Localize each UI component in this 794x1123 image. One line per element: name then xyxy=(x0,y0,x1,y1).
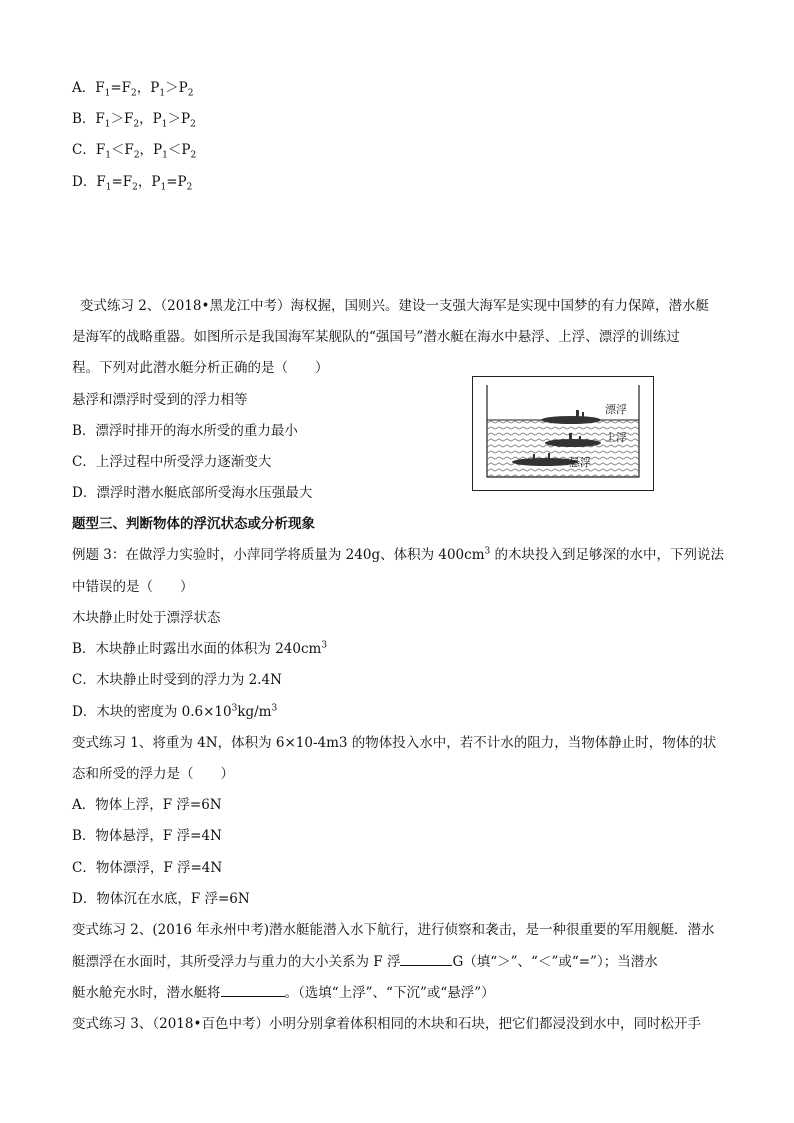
sup: 3 xyxy=(271,703,278,714)
text: G（填“＞”、“＜”或“=”）；当潜水 xyxy=(452,954,658,970)
ex1-line2: 态和所受的浮力是（ ） xyxy=(72,766,234,782)
submarine-floating xyxy=(541,410,601,424)
opt-text: ＞P xyxy=(167,111,191,127)
text: 艇水舱充水时，潜水艇将 xyxy=(72,985,221,1001)
text: 例题 3：在做浮力实验时，小萍同学将质量为 240g、体积为 400cm xyxy=(72,547,485,563)
example3-option-a: 木块静止时处于漂浮状态 xyxy=(72,610,221,626)
sub: 2 xyxy=(133,119,140,130)
opt-text: ，P xyxy=(139,142,163,158)
sub: 1 xyxy=(104,119,111,130)
sub: 2 xyxy=(131,88,137,99)
exercise2-option-b: B．漂浮时排开的海水所受的重力最小 xyxy=(72,423,298,439)
exercise2-line3: 程。下列对此潜水艇分析正确的是（ ） xyxy=(72,360,329,376)
opt-text: A．F xyxy=(72,80,105,96)
sub: 2 xyxy=(186,182,193,193)
opt-text: ＜P xyxy=(167,142,191,158)
option-a-q1 xyxy=(72,78,193,98)
ex2b-line3 xyxy=(72,983,495,1003)
sub: 2 xyxy=(133,150,140,161)
option-c-q1 xyxy=(72,140,196,160)
example3-option-d xyxy=(72,702,277,722)
sub: 1 xyxy=(161,119,168,130)
opt-text: C．F xyxy=(72,142,106,158)
label-suspend: 悬浮 xyxy=(569,456,591,469)
answer-blank-2[interactable] xyxy=(221,984,285,997)
opt-text: B．F xyxy=(72,111,105,127)
text: D．木块的密度为 0.6×10 xyxy=(72,704,232,720)
opt-text: D．F xyxy=(72,174,106,190)
example3-line1 xyxy=(72,545,724,565)
submarine-figure xyxy=(472,376,654,491)
opt-text: ＜F xyxy=(110,142,134,158)
ex1-option-c: C．物体漂浮，F 浮=4N xyxy=(72,860,223,876)
example3-line2: 中错误的是（ ） xyxy=(72,579,194,595)
sub: 1 xyxy=(162,150,168,161)
exercise2-line1: 变式练习 2、（2018•黑龙江中考）海权握，国则兴。建设一支强大海军是实现中国梦的有力保障，潜水艇 xyxy=(80,298,709,314)
exercise2-option-d: D．漂浮时潜水艇底部所受海水压强最大 xyxy=(72,485,313,501)
section-heading: 题型三、判断物体的浮沉状态或分析现象 xyxy=(72,516,315,532)
sub: 2 xyxy=(190,150,197,161)
text: 。（选填“上浮”、“下沉”或“悬浮”） xyxy=(284,985,495,1001)
opt-text: ，P xyxy=(137,174,161,190)
ex1-option-b: B．物体悬浮，F 浮=4N xyxy=(72,828,222,844)
option-d-q1 xyxy=(72,172,192,192)
submarine-diagram xyxy=(473,377,653,490)
answer-blank-1[interactable] xyxy=(400,953,452,966)
sub: 1 xyxy=(105,150,111,161)
exercise2-option-c: C．上浮过程中所受浮力逐渐变大 xyxy=(72,454,272,470)
opt-text: ，P xyxy=(139,111,162,127)
text: kg/m xyxy=(237,704,272,720)
text: B．木块静止时露出水面的体积为 240cm xyxy=(72,641,322,657)
exercise2-option-a: 悬浮和漂浮时受到的浮力相等 xyxy=(72,392,248,408)
text: 艇漂浮在水面时，其所受浮力与重力的大小关系为 F 浮 xyxy=(72,954,401,970)
ex1-option-a: A．物体上浮，F 浮=6N xyxy=(72,797,222,813)
sub: 2 xyxy=(190,119,196,130)
ex3-line1: 变式练习 3、（2018•百色中考）小明分别拿着体积相同的木块和石块，把它们都浸没到水中，同时松开手 xyxy=(72,1016,701,1032)
example3-option-b xyxy=(72,639,327,659)
opt-text: =F xyxy=(111,174,133,190)
sub: 2 xyxy=(132,182,138,193)
ex1-option-d: D．物体沉在水底，F 浮=6N xyxy=(72,891,250,907)
exercise2-line2: 是海军的战略重器。如图所示是我国海军某舰队的“强国号”潜水艇在海水中悬浮、上浮、漂浮的训练过 xyxy=(72,329,680,345)
sub: 1 xyxy=(160,182,167,193)
sub: 2 xyxy=(187,88,194,99)
text: 的木块投入到足够深的水中，下列说法 xyxy=(490,547,725,563)
sup: 3 xyxy=(484,546,491,557)
sub: 1 xyxy=(105,182,112,193)
opt-text: ＞F xyxy=(110,111,134,127)
water xyxy=(488,420,639,476)
label-rise: 上浮 xyxy=(605,431,627,444)
ex2b-line2 xyxy=(72,952,658,972)
opt-text: =P xyxy=(166,174,187,190)
sub: 1 xyxy=(104,88,111,99)
example3-option-c: C．木块静止时受到的浮力为 2.4N xyxy=(72,672,282,688)
opt-text: ＞P xyxy=(165,80,188,96)
label-float: 漂浮 xyxy=(605,403,627,416)
sup: 3 xyxy=(321,640,328,651)
ex1-line1: 变式练习 1、将重为 4N，体积为 6×10-4m3 的物体投入水中，若不计水的阻力，当物体静止时，物体的状 xyxy=(72,735,717,751)
sup: 3 xyxy=(231,703,238,714)
sub: 1 xyxy=(159,88,166,99)
opt-text: ，P xyxy=(136,80,160,96)
opt-text: =F xyxy=(110,80,132,96)
option-b-q1 xyxy=(72,109,196,129)
ex2b-line1: 变式练习 2、(2016 年永州中考)潜水艇能潜入水下航行，进行侦察和袭击，是一种很重要的军用舰艇．潜水 xyxy=(72,922,715,938)
